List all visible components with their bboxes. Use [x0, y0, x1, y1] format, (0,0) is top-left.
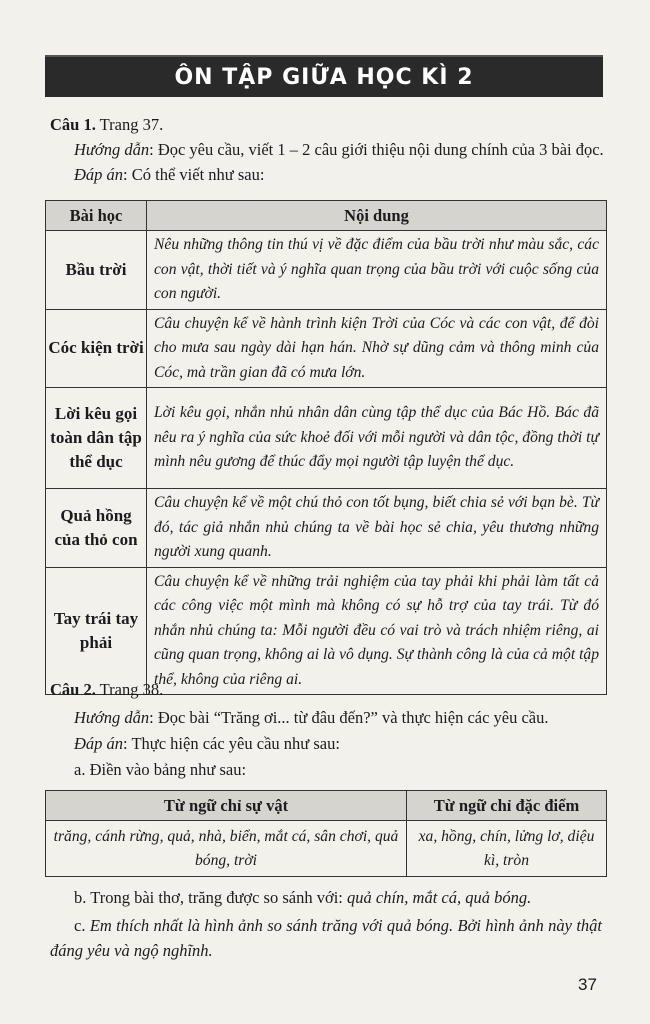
- lesson-cell: Quả hồng của thỏ con: [46, 489, 147, 568]
- table-row: [46, 388, 607, 489]
- things-cell: trăng, cánh rừng, quả, nhà, biển, mắt cá, sân chơi, quả bóng, trời: [46, 821, 407, 877]
- lesson-cell: Tay trái tay phải: [46, 567, 147, 695]
- q2-answer-text: : Thực hiện các yêu cầu như sau:: [123, 734, 340, 753]
- header-features: Từ ngữ chỉ đặc điểm: [407, 791, 607, 821]
- lessons-table: [45, 200, 607, 695]
- content-cell: Nêu những thông tin thú vị về đặc điểm của bầu trời như màu sắc, các con vật, thời tiết và ý nghĩa quan trọng của bầu trời với cuộc sống của con người.: [147, 231, 607, 310]
- q2-answer: [74, 734, 340, 754]
- q2-guide: [74, 708, 549, 728]
- q2-page: Trang 38.: [95, 680, 164, 699]
- q1-guide: [74, 140, 604, 160]
- header-things: Từ ngữ chỉ sự vật: [46, 791, 407, 821]
- header-lesson: Bài học: [46, 201, 147, 231]
- page-number: 37: [578, 975, 597, 994]
- section-title: ÔN TẬP GIỮA HỌC KÌ 2: [45, 55, 603, 97]
- lesson-cell: Lời kêu gọi toàn dân tập thể dục: [46, 388, 147, 489]
- table-row: [46, 567, 607, 695]
- c-answer: Em thích nhất là hình ảnh so sánh trăng với quả bóng. Bởi hình ảnh này thật đáng yêu và ngộ nghĩnh.: [50, 916, 602, 960]
- q1-page: Trang 37.: [95, 115, 164, 134]
- q1-guide-text: : Đọc yêu cầu, viết 1 – 2 câu giới thiệu nội dung chính của 3 bài đọc.: [149, 140, 604, 159]
- lesson-cell: Cóc kiện trời: [46, 309, 147, 388]
- table-row: [46, 231, 607, 310]
- question-2-heading: [50, 680, 163, 700]
- b-prefix: b. Trong bài thơ, trăng được so sánh với:: [74, 888, 347, 907]
- header-content: Nội dung: [147, 201, 607, 231]
- c-prefix: c.: [74, 916, 90, 935]
- q2-part-c: [50, 913, 602, 963]
- q1-answer: [74, 165, 264, 185]
- table-row: [46, 821, 607, 877]
- q2-part-b: [74, 888, 531, 908]
- q2-guide-label: Hướng dẫn: [74, 708, 150, 727]
- q1-answer-text: : Có thể viết như sau:: [123, 165, 265, 184]
- q2-answer-label: Đáp án: [74, 734, 124, 753]
- features-cell: xa, hồng, chín, lửng lơ, diệu kì, tròn: [407, 821, 607, 877]
- q2-part-a: a. Điền vào bảng như sau:: [74, 760, 247, 779]
- q1-guide-label: Hướng dẫn: [74, 140, 150, 159]
- q2-guide-text: : Đọc bài “Trăng ơi... từ đâu đến?” và thực hiện các yêu cầu.: [149, 708, 549, 727]
- question-1-heading: [50, 115, 163, 135]
- table-row: [46, 489, 607, 568]
- q1-label: Câu 1.: [50, 115, 96, 134]
- q1-answer-label: Đáp án: [74, 165, 124, 184]
- content-cell: Câu chuyện kể về hành trình kiện Trời của Cóc và các con vật, để đòi cho mưa sau ngày dài hạn hán. Nhờ sự dũng cảm và thông minh của Cóc, mà trần gian đã có mưa lớn.: [147, 309, 607, 388]
- words-table: [45, 790, 607, 877]
- b-answer: quả chín, mắt cá, quả bóng.: [347, 888, 532, 907]
- table-row: [46, 309, 607, 388]
- content-cell: Lời kêu gọi, nhắn nhủ nhân dân cùng tập thể dục của Bác Hồ. Bác đã nêu ra ý nghĩa của sức khoẻ đối với mỗi người và dân tộc, đồng thời tự mình nêu gương để thúc đẩy mọi người tập luyện thể dục.: [147, 388, 607, 489]
- content-cell: Câu chuyện kể về những trải nghiệm của tay phải khi phải làm tất cả các công việc một mình mà không có sự hỗ trợ của tay trái. Từ đó nhắn nhủ chúng ta: Mỗi người đều có vai trò và trách nhiệm riêng, ai cũng quan trọng, không ai là vô dụng. Sự thành công là của cả một tập thể, không của riêng ai.: [147, 567, 607, 695]
- lesson-cell: Bầu trời: [46, 231, 147, 310]
- q2-label: Câu 2.: [50, 680, 96, 699]
- content-cell: Câu chuyện kể về một chú thỏ con tốt bụng, biết chia sẻ với bạn bè. Từ đó, tác giả nhắn nhủ chúng ta về bài học sẻ chia, yêu thương những người xung quanh.: [147, 489, 607, 568]
